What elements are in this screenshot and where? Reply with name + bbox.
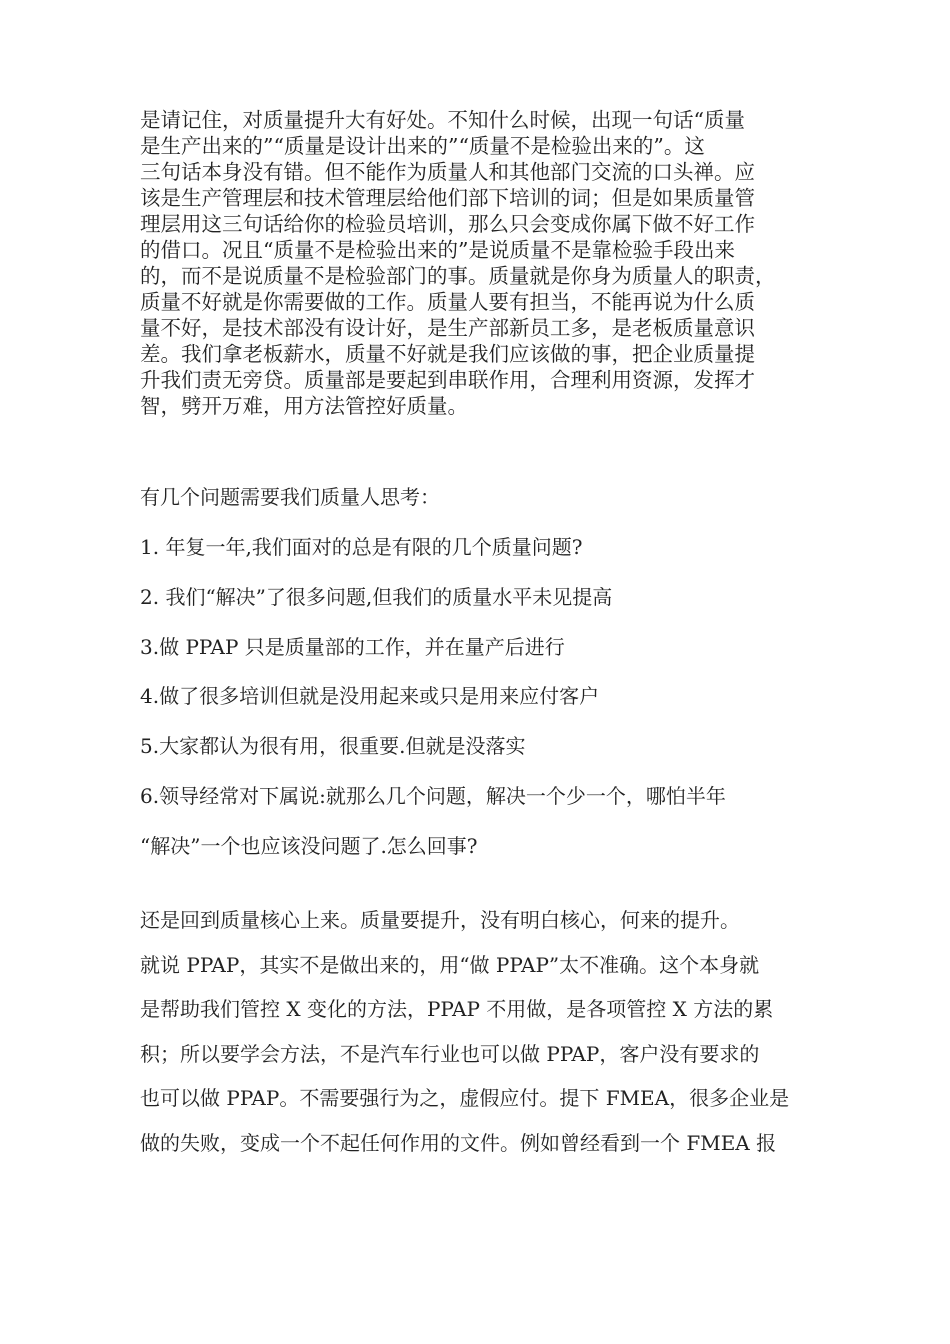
questions-intro: 有几个问题需要我们质量人思考： [140,485,440,509]
paragraph-quality-core: 还是回到质量核心上来。质量要提升，没有明白核心，何来的提升。 就说 PPAP，其实不是做出来的，用“做 PPAP”太不准确。这个本身就 是帮助我们管控 X 变化的方法，PPAP 不用做，是各项管控 X 方法的累 积；所以要学会方法，不是汽车行业也可以做 PPAP，客户没有要求的 也可以做 PPAP。不需要强行为之，虚假应付。提下 FMEA，很多企业是 做的失败，变成一个不起任何作用的文件。例如曾经看到一个 FMEA 报 [140,908,790,1155]
question-item: 4.做了很多培训但就是没用起来或只是用来应付客户 [140,684,600,708]
question-item: 6.领导经常对下属说:就那么几个问题，解决一个少一个，哪怕半年 [140,784,726,808]
question-item-continuation: “解决”一个也应该没问题了.怎么回事? [140,834,478,858]
question-item: 3.做 PPAP 只是质量部的工作，并在量产后进行 [140,635,565,659]
question-item: 2. 我们“解决”了很多问题,但我们的质量水平未见提高 [140,585,613,609]
paragraph-quality-responsibility: 是请记住，对质量提升大有好处。不知什么时候，出现一句话“质量 是生产出来的”“质量是设计出来的”“质量不是检验出来的”。这 三句话本身没有错。但不能作为质量人和其他部门交流的口头禅。应 该是生产管理层和技术管理层给他们部下培训的词；但是如果质量管 理层用这三句话给你的检验员培训，那么只会变成你属下做不好工作 的借口。况且“质量不是检验出来的”是说质量不是靠检验手段出来 的，而不是说质量不是检验部门的事。质量就是你身为质量人的职责， 质量不好就是你需要做的工作。质量人要有担当，不能再说为什么质 量不好，是技术部没有设计好，是生产部新员工多，是老板质量意识 差。我们拿老板薪水，质量不好就是我们应该做的事，把企业质量提 升我们责无旁贷。质量部是要起到串联作用，合理利用资源，发挥才 智，劈开万难，用方法管控好质量。 [140,108,776,418]
question-item: 5.大家都认为很有用，很重要.但就是没落实 [140,734,526,758]
question-item: 1. 年复一年,我们面对的总是有限的几个质量问题? [140,535,583,559]
